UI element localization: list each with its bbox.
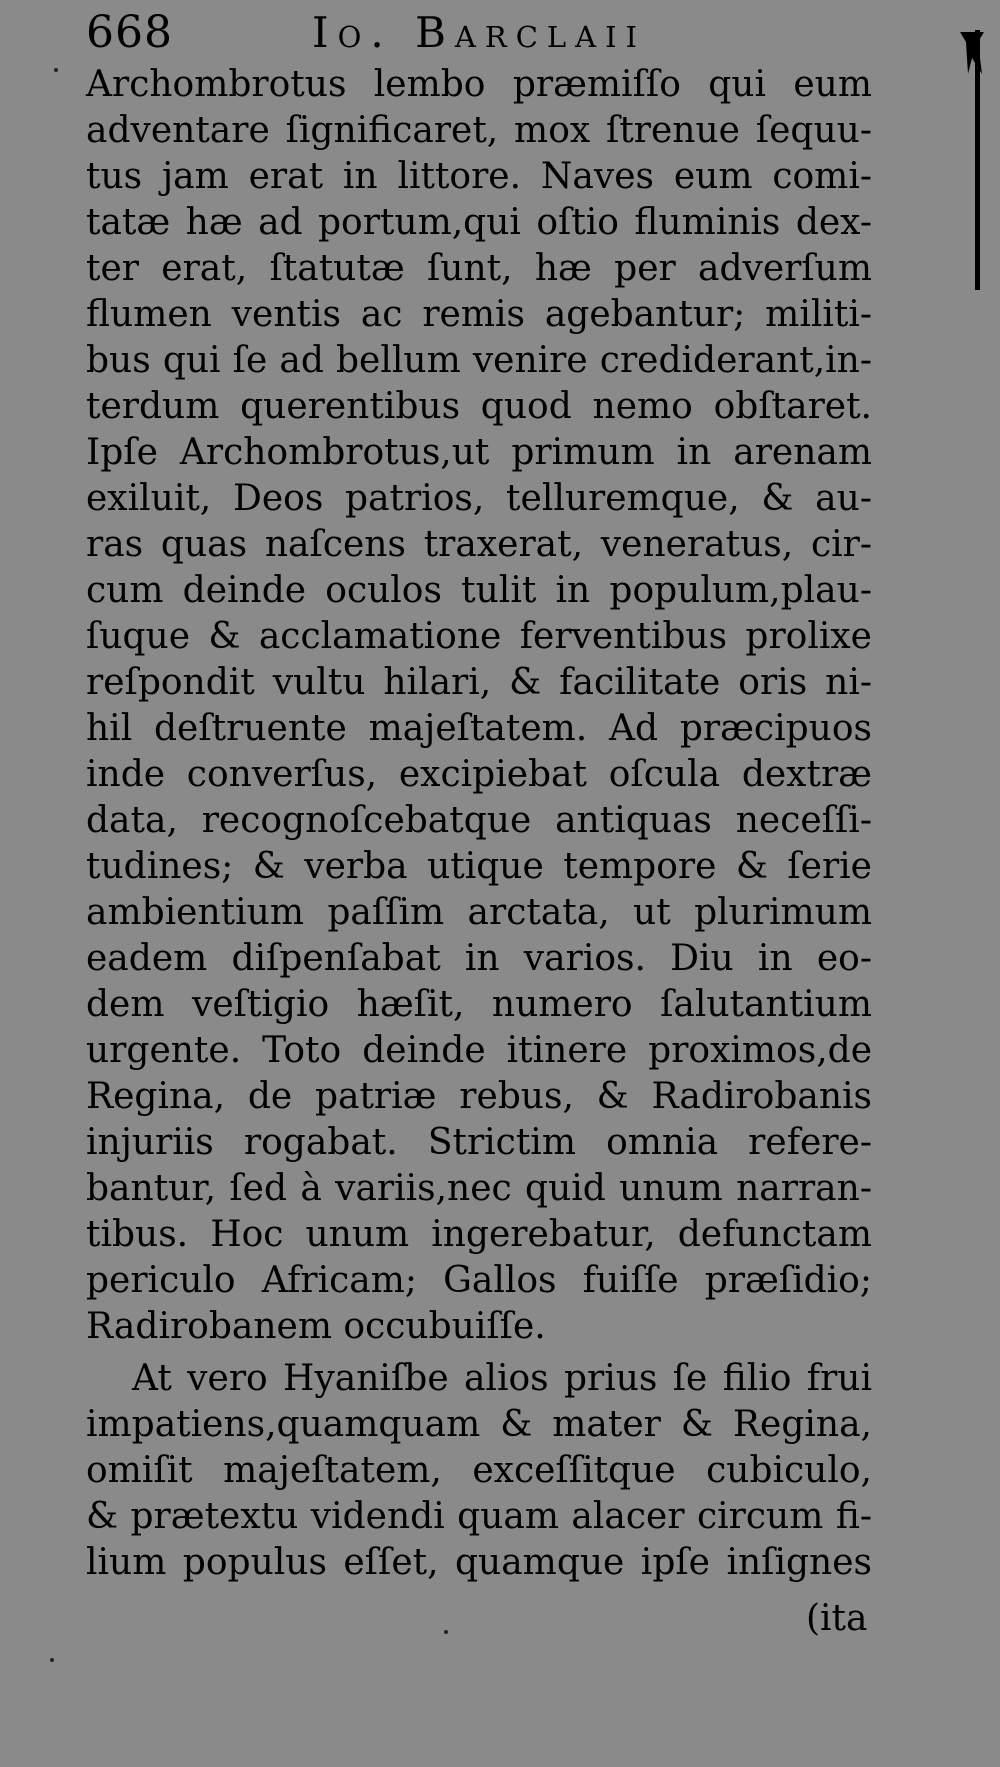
text-line: tibus. Hoc unum ingerebatur, defunctam [86,1214,872,1255]
text-line: exiluit, Deos patrios, telluremque, & au- [86,478,872,519]
text-line: Radirobanem occubuiſſe. [86,1306,546,1347]
text-line: Archombrotus lembo præmiſſo qui eum [86,64,872,105]
page-header [86,8,726,58]
text-line: hil deſtruente majeſtatem. Ad præcipuos [86,708,872,749]
ink-speck [50,1658,54,1662]
text-line: ras quas naſcens traxerat, veneratus, cir- [86,524,872,565]
text-line: reſpondit vultu hilari, & facilitate oris ni- [86,662,872,703]
text-line: lium populus eſſet, quamque ipſe inſignes [86,1542,872,1583]
text-line: omiſit majeſtatem, exceſſitque cubiculo, [86,1450,872,1491]
text-line: eadem diſpenſabat in varios. Diu in eo- [86,938,872,979]
text-line: ambientium paſſim arctata, ut plurimum [86,892,872,933]
text-line: flumen ventis ac remis agebantur; militi- [86,294,872,335]
text-line: periculo Africam; Gallos fuiſſe præſidio; [86,1260,872,1301]
page-number: 668 [86,7,173,58]
text-line: urgente. Toto deinde itinere proximos,de [86,1030,872,1071]
text-line: tus jam erat in littore. Naves eum comi- [86,156,872,197]
text-line: tudines; & verba utique tempore & ſerie [86,846,872,887]
text-line: impatiens,quamquam & mater & Regina, [86,1404,872,1445]
ink-speck [444,1630,448,1634]
text-line: Ipſe Archombrotus,ut primum in arenam [86,432,872,473]
text-line: adventare ſignificaret, mox ſtrenue ſequu- [86,110,872,151]
text-line: ter erat, ſtatutæ ſunt, hæ per adverſum [86,248,872,289]
edge-glyph-icon [958,28,986,78]
text-block [86,62,872,1586]
text-line: dem veſtigio hæſit, numero ſalutantium [86,984,872,1025]
text-line: Regina, de patriæ rebus, & Radirobanis [86,1076,872,1117]
text-line: At vero Hyaniſbe alios prius ſe filio frui [132,1358,872,1399]
ink-speck [54,68,58,72]
text-line: inde converſus, excipiebat oſcula dextræ [86,754,872,795]
text-line: & prætextu videndi quam alacer circum fi- [86,1496,872,1537]
text-line: bantur, ſed à variis,nec quid unum narran- [86,1168,872,1209]
text-line: tatæ hæ ad portum,qui oſtio fluminis dex- [86,202,872,243]
text-line: bus qui ſe ad bellum venire crediderant,in- [86,340,872,381]
text-line: injuriis rogabat. Strictim omnia refere- [86,1122,872,1163]
catchword: (ita [806,1598,868,1639]
running-head: Io. Barclaii [312,8,647,57]
text-line: data, recognoſcebatque antiquas neceſſi- [86,800,872,841]
text-line: cum deinde oculos tulit in populum,plau- [86,570,872,611]
text-line: ſuque & acclamatione ferventibus prolixe [86,616,872,657]
text-line: terdum querentibus quod nemo obſtaret. [86,386,872,427]
